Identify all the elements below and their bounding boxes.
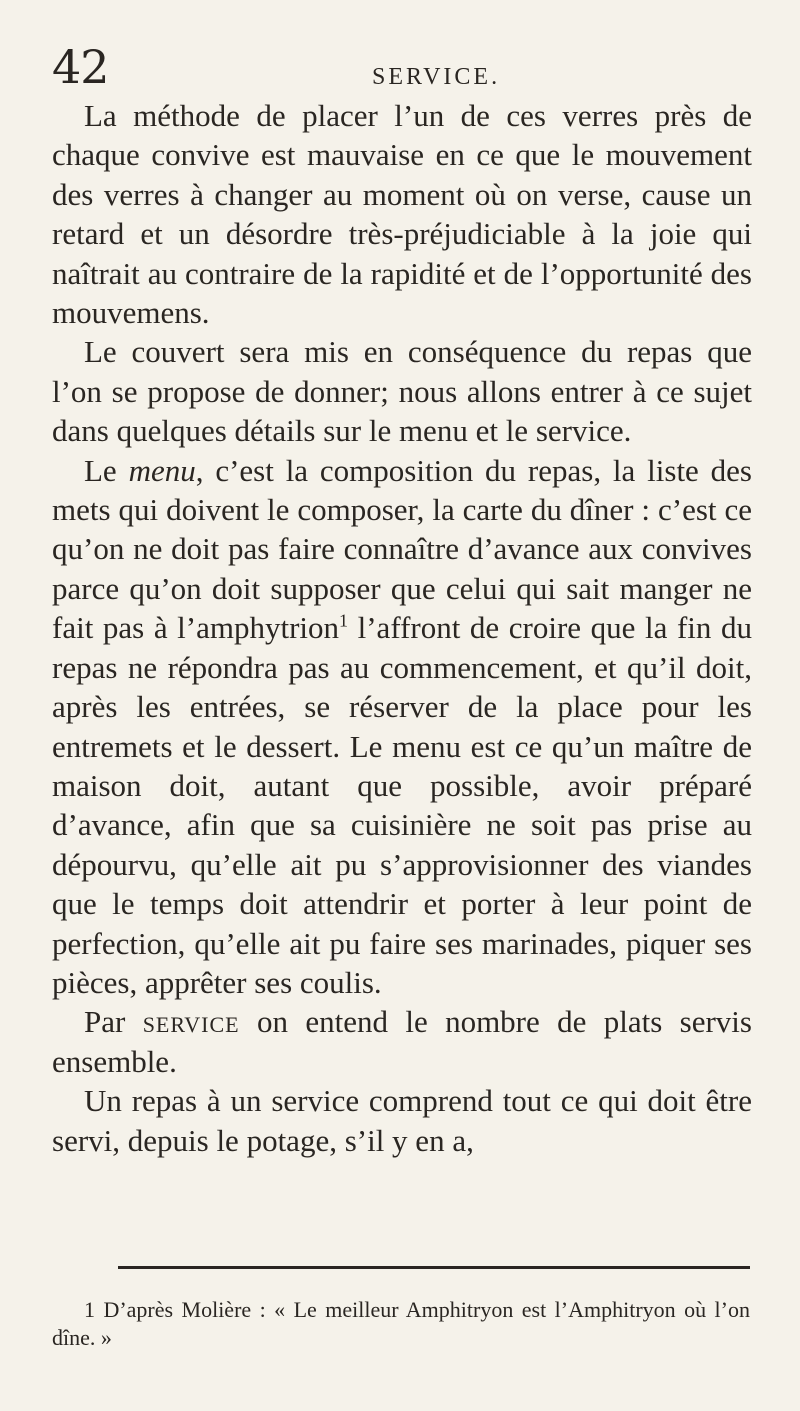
- paragraph-glasses: La méthode de placer l’un de ces verres près de chaque convive est mauvaise en ce que le mouvement des verres à changer au moment où on verse, cause un retard et un désordre très-préjudiciable à la joie qui naîtrait au contraire de la rapidité et de l’opportunité des mouvemens.: [52, 98, 752, 331]
- running-title: SERVICE.: [372, 64, 501, 90]
- paragraph-menu: [52, 451, 752, 1003]
- menu-text-1: , c’est la composition du repas, la liste des mets qui doivent le composer, la carte du dîner : c’est ce qu’on ne doit pas faire connaître d’avance aux convives parce qu’on doit supposer que celui qui sait manger ne fait pas à l’amphytrion: [52, 452, 752, 646]
- footnote-reference[interactable]: 1: [339, 610, 349, 631]
- footnote: [52, 1296, 750, 1352]
- running-head: [52, 40, 752, 100]
- body-text: [52, 96, 752, 1160]
- menu-text-2: l’affront de croire que la fin du repas ne répondra pas au commencement, et qu’il doit, après les entrées, se réserver de la place pour les entremets et le dessert. Le menu est ce qu’un maître de maison doit, autant que possible, avoir préparé d’avance, afin que sa cuisinière ne soit pas prise au dépourvu, qu’elle ait pu s’approvisionner des viandes que le temps doit attendrir et porter à leur point de perfection, qu’elle ait pu faire ses marinades, piquer ses pièces, apprêter ses coulis.: [52, 610, 752, 1000]
- paragraph-couvert: Le couvert sera mis en conséquence du repas que l’on se propose de donner; nous allons entrer à ce sujet dans quelques détails sur le menu et le service.: [52, 334, 752, 449]
- service-text: on entend le nombre de plats servis ensemble.: [52, 1004, 752, 1079]
- menu-lead: Le: [84, 452, 129, 488]
- service-lead: Par: [84, 1004, 143, 1040]
- footnote-text: D’après Molière : « Le meilleur Amphitryon est l’Amphitryon où l’on dîne. »: [52, 1297, 750, 1350]
- page-number: 42: [52, 40, 109, 94]
- footnote-number: 1: [84, 1297, 95, 1322]
- menu-term: menu: [128, 452, 196, 488]
- paragraph-repas: Un repas à un service comprend tout ce qui doit être servi, depuis le potage, s’il y en a,: [52, 1083, 752, 1158]
- footnote-rule: [118, 1266, 750, 1269]
- service-term: service: [142, 1004, 240, 1040]
- paragraph-service: [52, 1002, 752, 1081]
